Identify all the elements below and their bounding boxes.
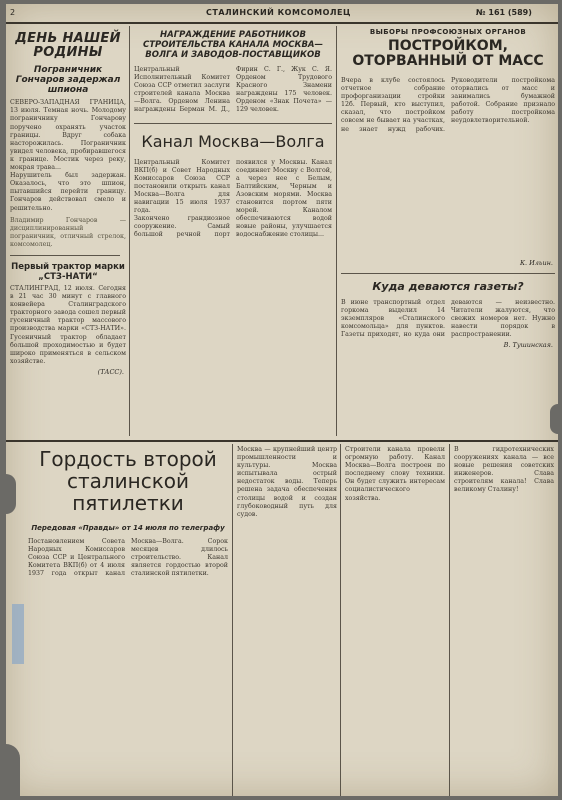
headline-subtitle: Передовая «Правды» от 14 июля по телеграфу [31, 524, 225, 532]
paper-tear [550, 404, 558, 434]
page-number: 2 [10, 8, 16, 17]
article-signature: (ТАСС). [97, 367, 124, 376]
library-stamp [12, 604, 24, 664]
section-heading: ПОСТРОЙКОМ, ОТОРВАННЫЙ ОТ МАСС [352, 38, 544, 69]
section-kicker: ВЫБОРЫ ПРОФСОЮЗНЫХ ОРГАНОВ [369, 28, 527, 36]
masthead [6, 4, 558, 24]
newspaper-page [6, 4, 558, 796]
article-text: Центральный Комитет ВКП(б) и Совет Народных Комиссаров Союза ССР постановили открыть канал Москва—Волга для навигации 15 июля 1937 года. Закончено грандиозное сооружение. Самый большой речной порт появился у Москвы. Канал соединяет Москву с Волгой, а через нее с Белым, Балтийским, Черным и Азовским морями. Москва становится портом пяти морей. Каналом обеспечиваются водой новые районы, улучшается водоснабжение столицы... [134, 158, 332, 239]
article-title: Канал Москва—Волга [141, 131, 325, 151]
article-title: Первый трактор марки „СТЗ-НАТИ“ [11, 261, 125, 282]
bottom-column [345, 446, 445, 503]
paper-tear [6, 474, 16, 514]
column-2 [134, 26, 332, 436]
article-text: Москва — крупнейший центр промышленности и культуры. Москва испытывала острый недостаток воды. Теперь решена задача обеспечения столицы водой и создан глубоководный путь для судов. [237, 446, 337, 518]
issue-number: № 161 (589) [476, 8, 532, 17]
section-heading: ДЕНЬ НАШЕЙ РОДИНЫ [15, 31, 121, 60]
article-text: В гидротехнических сооружениях канала — все новые решения советских инженеров. Слава строителям канала! Слава великому Сталину! [454, 446, 554, 494]
paper-tear [6, 744, 20, 796]
article-text: В июне транспортный отдел горкома выделил 14 экземпляров «Сталинского комсомольца» для пунктов. Газеты приходят, но куда они деваются — неизвестно. Читатели жалуются, что свежих номеров нет. Нужно навести порядок в распространении. [341, 299, 555, 339]
article-title: Куда деваются газеты? [372, 280, 524, 293]
column-1 [10, 26, 126, 436]
page-headline: Гордость второй сталинской пятилетки [39, 447, 217, 515]
bottom-headline-block [28, 448, 228, 578]
article-text: Строители канала провели огромную работу. Канал Москва—Волга построен по последнему слову техники. Он будет служить интересам социалистического хозяйства. [345, 446, 445, 502]
column-3 [341, 26, 555, 436]
section-heading: НАГРАЖДЕНИЕ РАБОТНИКОВ СТРОИТЕЛЬСТВА КАНАЛА МОСКВА—ВОЛГА И ЗАВОДОВ-ПОСТАВЩИКОВ [142, 30, 324, 60]
article-signature: К. Ильин. [519, 259, 553, 267]
bottom-column [237, 446, 337, 519]
bottom-column [454, 446, 554, 495]
article-text: СТАЛИНГРАД, 12 июля. Сегодня в 21 час 30 минут с главного конвейера Сталинградского тракторного завода сошел первый гусеничный трактор массового производства марки «СТЗ-НАТИ». Гусеничный трактор обладает большой проходимостью и будет широко применяться в сельском хозяйстве. [10, 284, 126, 365]
article-signature: В. Тушинская. [503, 341, 553, 350]
article-text: СЕВЕРО-ЗАПАДНАЯ ГРАНИЦА, 13 июля. Темная ночь. Молодому пограничнику Гончарову поручено охранять участок границы. Вдруг собака насторожилась. Пограничник увидел человека, пробиравшегося к границе. Мостик через реку, мокрая трава... Нарушитель был задержан. Оказалось, что это шпион, пытавшийся перейти границу. Гончаров действовал смело и решительно. [10, 99, 126, 212]
article-text: Вчера в клубе состоялось отчетное собрание профорганизации стройки 12б. Первый, кто выступил, сказал, что постройком совсем не бывает на участках, не знает нужд рабочих. Руководители постройкома оторвались от масс и занимались бумажной работой. Собрание признало работу постройкома неудовлетворительной. [341, 77, 555, 133]
article-text: Владимир Гончаров — дисциплинированный пограничник, отличный стрелок, комсомолец. [10, 216, 126, 248]
newspaper-title: СТАЛИНСКИЙ КОМСОМОЛЕЦ [206, 8, 351, 17]
article-text: Центральный Исполнительный Комитет Союза ССР отметил заслуги строителей канала Москва—Волга. Орденом Ленина награждены Берман М. Д., Фирин С. Г., Жук С. Я. Орденом Трудового Красного Знамени награждены 175 человек. Орденом «Знак Почета» — 129 человек. [134, 66, 332, 114]
article-text: Постановлением Совета Народных Комиссаров Союза ССР и Центрального Комитета ВКП(б) от 4 июля 1937 года открыт канал Москва—Волга. Сорок месяцев длилось строительство. Канал является гордостью второй сталинской пятилетки. [28, 538, 228, 578]
article-title: Пограничник Гончаров задержал шпиона [15, 65, 121, 96]
